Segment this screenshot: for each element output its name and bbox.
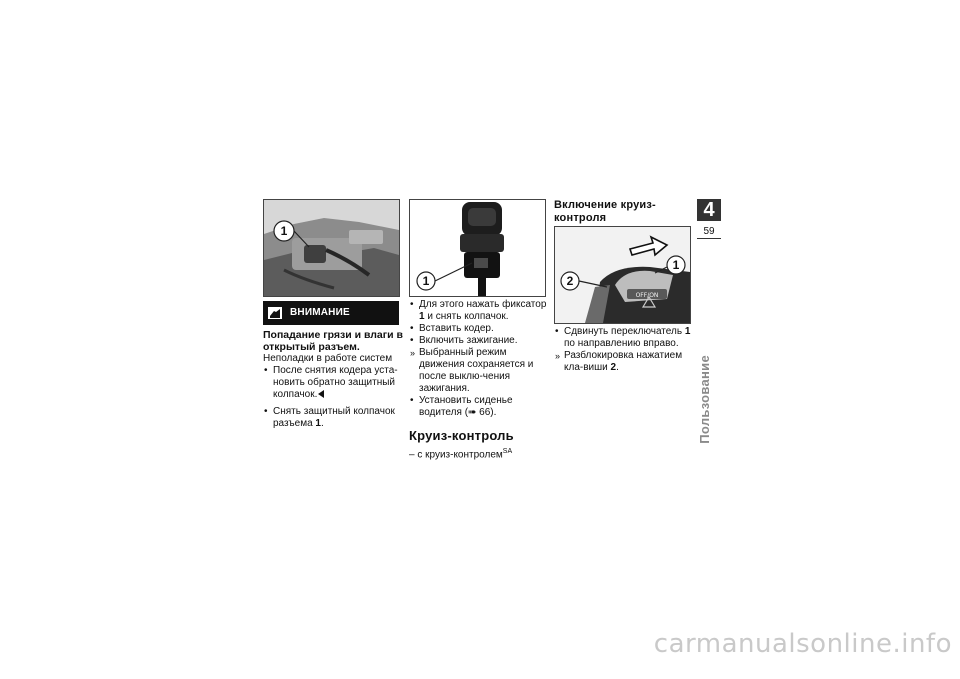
photo-callout-1: 1 [280, 224, 288, 238]
warning-label: ВНИМАНИЕ [290, 307, 350, 318]
end-of-warning-icon [318, 390, 324, 398]
section-heading-cruise-control: Круиз-контроль [409, 428, 514, 443]
step-item: • Включить зажигание. [409, 335, 549, 347]
photo-callout-2: 2 [566, 274, 574, 288]
photo-connector-cap [409, 199, 546, 297]
step-item: • Сдвинуть переключатель 1 по направлению вправо. [554, 326, 694, 350]
warning-text: Неполадки в работе систем [263, 353, 393, 364]
step-item: • Установить сиденье водителя (➠ 66). [409, 395, 549, 419]
result-item: » Выбранный режим движения сохраняется и после выклю-чения зажигания. [409, 347, 549, 395]
right-text [554, 326, 694, 374]
step-item: • Для этого нажать фиксатор 1 и снять колпачок. [409, 299, 549, 323]
warning-banner [263, 301, 399, 325]
photo-callout-1: 1 [422, 274, 430, 288]
middle-steps [409, 299, 549, 419]
middle-text [409, 299, 549, 461]
switch-label: OFF/ON [635, 292, 659, 299]
warning-block [263, 329, 403, 430]
right-steps [554, 326, 694, 374]
cruise-switch-illustration [555, 227, 690, 323]
warning-list-item: • После снятия кодера уста-новить обратно защитный колпачок. [263, 365, 403, 401]
left-steps [263, 406, 403, 430]
chapter-number-tab: 4 [697, 199, 721, 221]
page-number: 59 [703, 226, 715, 237]
photo-cruise-switch [554, 226, 691, 324]
connector-under-seat-illustration [264, 200, 399, 296]
step-item: • Снять защитный колпачок разъема 1. [263, 406, 403, 430]
photo-connector-under-seat [263, 199, 400, 297]
photo-callout-1: 1 [672, 258, 680, 272]
warning-title: Попадание грязи и влаги в открытый разъем. [263, 329, 403, 353]
caution-hand-icon [268, 307, 282, 319]
section-heading-enable-cruise: Включение круиз-контроля [554, 199, 656, 224]
option-note: – с круиз-контролем$^{SA}$ [409, 448, 513, 461]
result-item: » Разблокировка нажатием кла-виши 2. [554, 350, 694, 374]
chapter-divider [697, 238, 721, 239]
step-item: • Вставить кодер. [409, 323, 549, 335]
watermark: carmanualsonline.info [653, 629, 952, 659]
warning-list [263, 365, 403, 401]
chapter-title-vertical: Пользование [697, 355, 712, 444]
connector-cap-illustration [410, 200, 545, 296]
